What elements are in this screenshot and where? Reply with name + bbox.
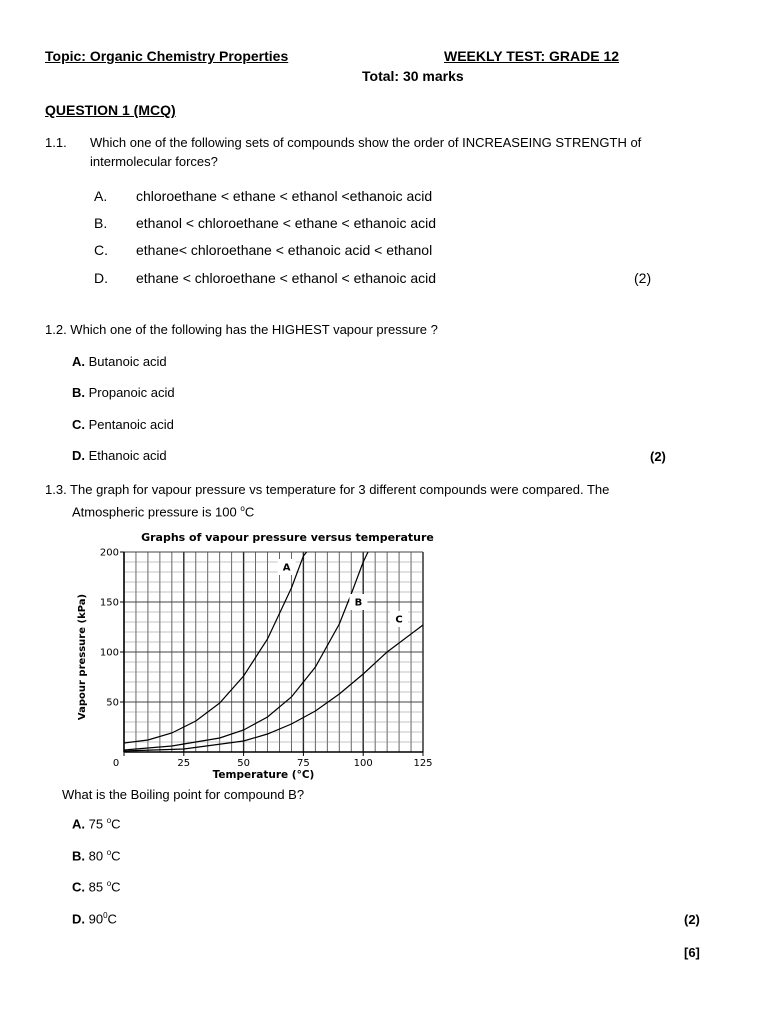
q1-1-option-a-text: chloroethane < ethane < ethanol <ethanoic acid — [136, 188, 433, 204]
question-1-total-marks: [6] — [684, 945, 700, 960]
q1-2-text: 1.2. Which one of the following has the HIGHEST vapour pressure ? — [45, 322, 438, 337]
q1-2-option-c-text: Pentanoic acid — [85, 417, 174, 432]
x-tick-label: 75 — [297, 758, 310, 769]
test-heading: WEEKLY TEST: GRADE 12 — [444, 48, 620, 64]
q1-3-option-c-degree: o — [106, 879, 112, 888]
x-tick-label: 100 — [353, 758, 373, 769]
vapour-pressure-chart — [70, 526, 450, 788]
total-marks: Total: 30 marks — [362, 68, 464, 84]
q1-3-option-d-letter: D. — [72, 911, 85, 927]
q1-3-option-c-unit: C — [111, 879, 121, 895]
q1-2-option-d — [72, 448, 167, 463]
q1-1-text-line2: intermolecular forces? — [90, 154, 218, 169]
q1-3-option-c — [72, 879, 121, 894]
x-tick-label: 50 — [237, 758, 250, 769]
q1-3-option-d — [72, 911, 117, 926]
q1-2-option-a-text: Butanoic acid — [85, 354, 167, 369]
q1-2-option-d-text: Ethanoic acid — [85, 448, 167, 463]
series-line-a — [124, 547, 311, 743]
q1-3-text-line2 — [72, 499, 254, 521]
q1-3-option-b-degree: o — [106, 848, 112, 857]
q1-3-option-b-unit: C — [111, 848, 121, 864]
x-tick-label: 25 — [177, 758, 191, 769]
q1-2-option-a-letter: A. — [72, 354, 85, 369]
q1-3-line2-prefix: Atmospheric pressure is 100 — [72, 504, 241, 520]
q1-3-sub-question: What is the Boiling point for compound B? — [62, 787, 305, 802]
x-tick-label: 0 — [112, 758, 120, 769]
question-1-heading: QUESTION 1 (MCQ) — [45, 102, 176, 118]
q1-2-marks: (2) — [650, 449, 666, 464]
q1-3-option-a-degree: o — [106, 816, 112, 825]
q1-1-number: 1.1. — [45, 135, 67, 150]
q1-1-option-a-letter: A. — [94, 188, 108, 204]
q1-3-option-c-value: 85 — [85, 879, 107, 895]
q1-2-option-d-letter: D. — [72, 448, 85, 463]
q1-2-option-b — [72, 385, 175, 400]
q1-3-text-line1: 1.3. The graph for vapour pressure vs temperature for 3 different compounds were compared. The — [45, 482, 610, 497]
topic-heading: Topic: Organic Chemistry Properties — [45, 48, 289, 64]
q1-3-line2-degree: o — [240, 504, 245, 513]
q1-2-option-a — [72, 354, 167, 369]
q1-2-option-c-letter: C. — [72, 417, 85, 432]
x-tick-label: 125 — [413, 758, 433, 769]
q1-3-option-b-value: 80 — [85, 848, 107, 864]
q1-3-option-d-degree: 0 — [103, 911, 108, 920]
q1-2-option-b-text: Propanoic acid — [85, 385, 175, 400]
q1-3-marks: (2) — [684, 912, 700, 927]
q1-3-option-a — [72, 816, 121, 831]
q1-1-option-c-letter: C. — [94, 242, 108, 258]
y-tick-label: 150 — [99, 597, 119, 609]
series-label-a: A — [282, 562, 291, 574]
q1-1-text-line1: Which one of the following sets of compounds show the order of INCREASEING STRENGTH of — [90, 135, 642, 150]
q1-3-option-b — [72, 848, 121, 863]
y-axis-label: Vapour pressure (kPa) — [77, 593, 88, 721]
q1-2-option-b-letter: B. — [72, 385, 85, 400]
y-tick-label: 200 — [99, 547, 119, 559]
series-label-b: B — [354, 597, 363, 609]
q1-3-option-a-letter: A. — [72, 816, 85, 832]
q1-3-option-b-letter: B. — [72, 848, 85, 864]
q1-1-option-b-text: ethanol < chloroethane < ethane < ethanoic acid — [136, 215, 437, 231]
q1-3-option-c-letter: C. — [72, 879, 85, 895]
q1-3-option-d-value: 90 — [85, 911, 104, 927]
y-tick-label: 100 — [99, 647, 119, 659]
series-line-b — [124, 547, 370, 750]
x-axis-label: Temperature (°C) — [212, 769, 315, 781]
q1-3-option-d-unit: C — [107, 911, 117, 927]
q1-3-line2-suffix: C — [244, 504, 255, 520]
y-tick-label: 50 — [106, 697, 119, 709]
q1-1-option-d-text: ethane < chloroethane < ethanol < ethanoic acid — [136, 270, 437, 286]
chart-title: Graphs of vapour pressure versus temperature — [141, 531, 434, 544]
q1-3-option-a-value: 75 — [85, 816, 107, 832]
q1-1-option-b-letter: B. — [94, 215, 108, 231]
q1-2-option-c — [72, 417, 174, 432]
q1-1-option-c-text: ethane< chloroethane < ethanoic acid < ethanol — [136, 242, 433, 258]
q1-1-option-d-letter: D. — [94, 270, 108, 286]
series-label-c: C — [395, 614, 403, 626]
q1-1-marks: (2) — [634, 270, 652, 286]
q1-3-option-a-unit: C — [111, 816, 121, 832]
